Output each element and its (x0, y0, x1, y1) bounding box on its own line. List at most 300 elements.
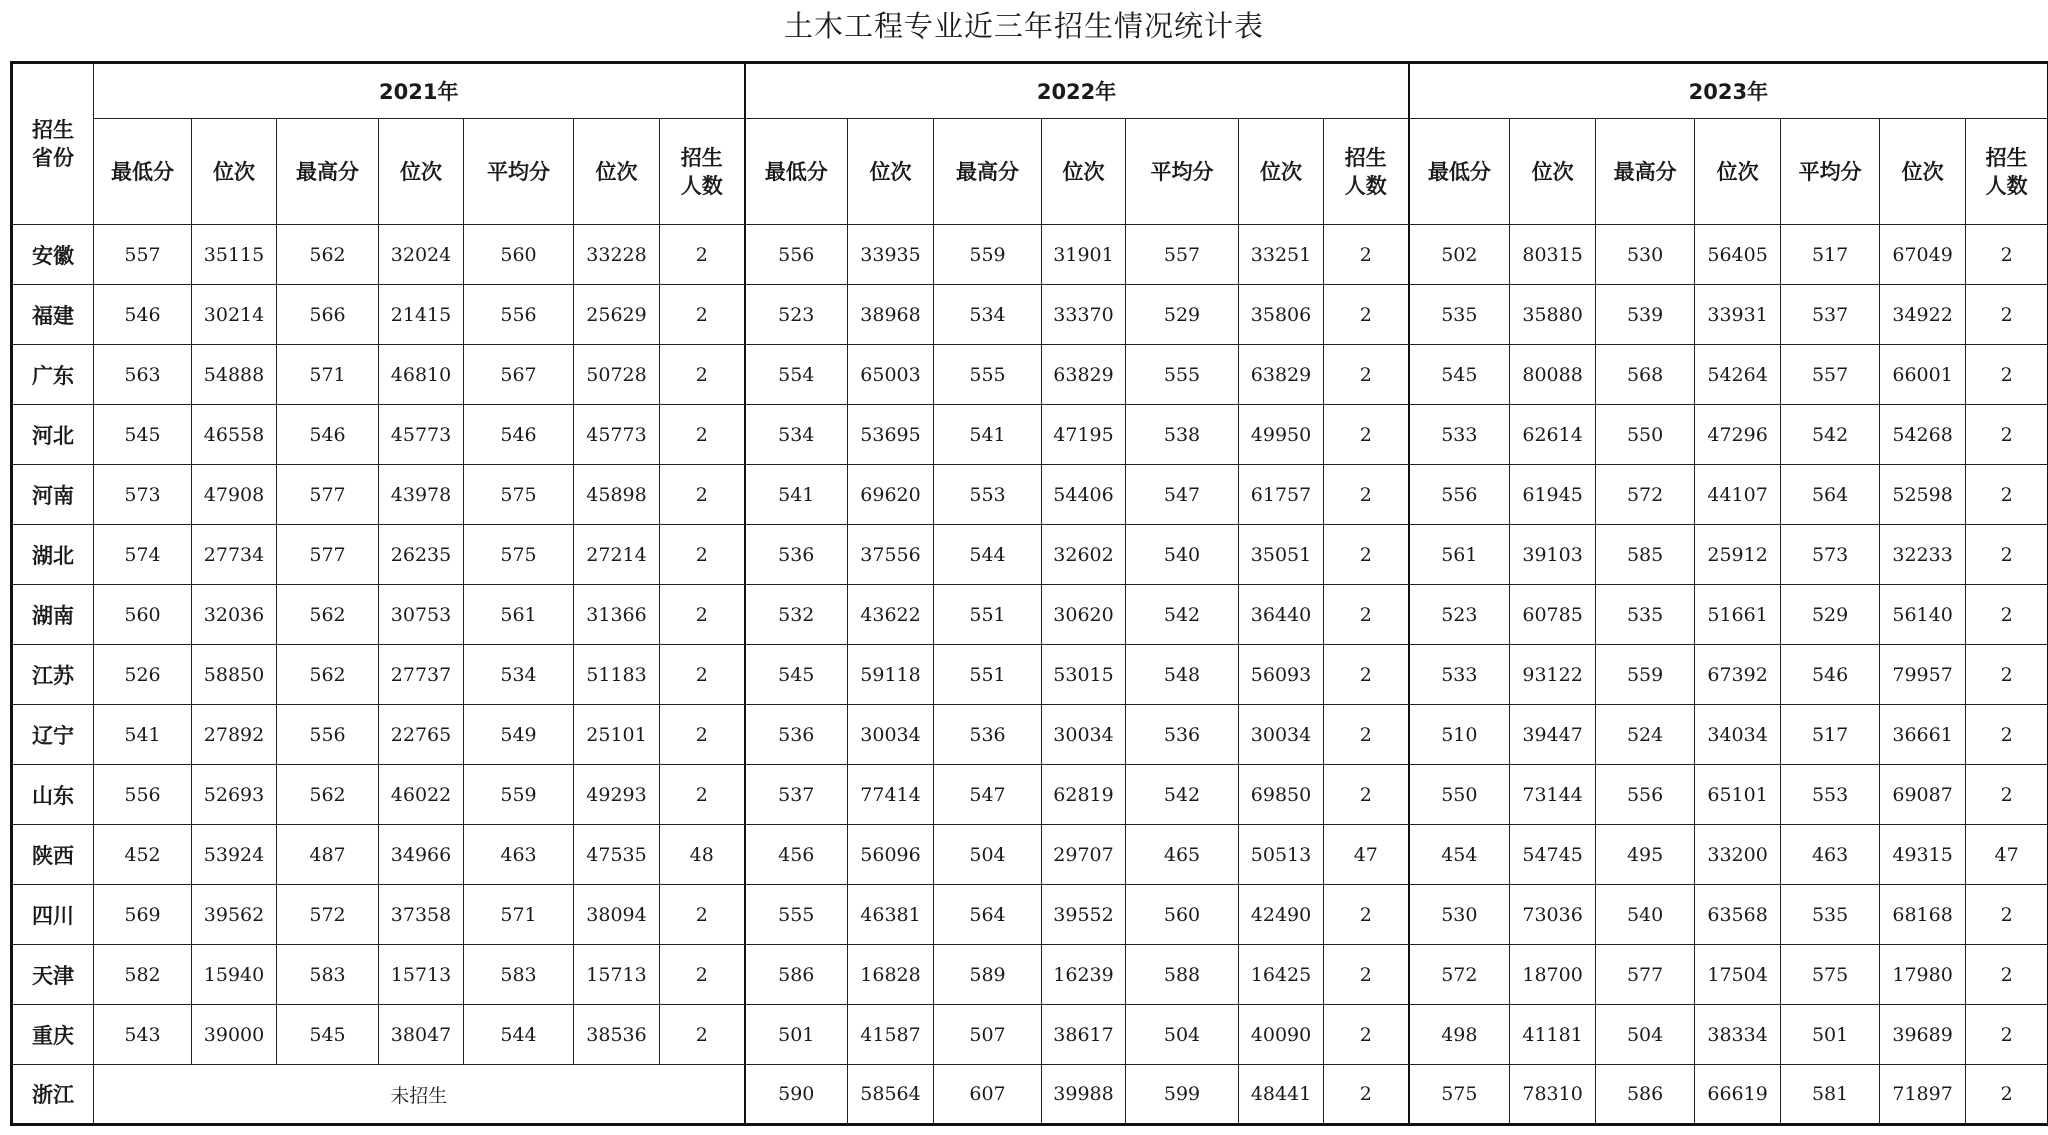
cell-avg-rank: 38094 (574, 885, 660, 945)
cell-max-score: 550 (1596, 405, 1695, 465)
column-header-min-rank: 位次 (192, 119, 277, 225)
cell-avg-rank: 49293 (574, 765, 660, 825)
table-row (12, 225, 2048, 285)
cell-min-rank: 56096 (848, 825, 934, 885)
cell-avg-score: 548 (1126, 645, 1239, 705)
cell-min-rank: 61945 (1510, 465, 1596, 525)
cell-max-rank: 15713 (379, 945, 464, 1005)
cell-avg-score: 571 (464, 885, 574, 945)
cell-max-rank: 47195 (1042, 405, 1126, 465)
cell-max-score: 577 (1596, 945, 1695, 1005)
cell-min-score: 536 (745, 525, 848, 585)
year-header-2022: 2022年 (745, 63, 1409, 119)
cell-min-score: 555 (745, 885, 848, 945)
cell-max-rank: 33370 (1042, 285, 1126, 345)
cell-enrolled-count: 2 (1324, 585, 1409, 645)
cell-max-rank: 33200 (1695, 825, 1781, 885)
cell-max-rank: 46022 (379, 765, 464, 825)
cell-max-score: 544 (934, 525, 1042, 585)
cell-max-score: 495 (1596, 825, 1695, 885)
cell-avg-rank: 38536 (574, 1005, 660, 1065)
province-header: 招生 省份 (12, 63, 94, 225)
cell-min-rank: 77414 (848, 765, 934, 825)
cell-enrolled-count: 2 (1966, 285, 2048, 345)
cell-max-rank: 30753 (379, 585, 464, 645)
cell-min-score: 534 (745, 405, 848, 465)
column-header-max-rank: 位次 (1042, 119, 1126, 225)
cell-min-score: 536 (745, 705, 848, 765)
cell-max-rank: 39552 (1042, 885, 1126, 945)
cell-min-score: 554 (745, 345, 848, 405)
cell-max-score: 504 (1596, 1005, 1695, 1065)
cell-max-rank: 43978 (379, 465, 464, 525)
cell-avg-score: 575 (464, 525, 574, 585)
cell-min-score: 560 (94, 585, 192, 645)
cell-avg-score: 463 (1781, 825, 1880, 885)
cell-avg-score: 546 (1781, 645, 1880, 705)
cell-max-rank: 38334 (1695, 1005, 1781, 1065)
cell-avg-rank: 67049 (1880, 225, 1966, 285)
cell-enrolled-count: 2 (1966, 885, 2048, 945)
province-cell: 浙江 (12, 1065, 94, 1125)
cell-max-rank: 30034 (1042, 705, 1126, 765)
cell-min-score: 523 (1409, 585, 1510, 645)
cell-avg-score: 517 (1781, 225, 1880, 285)
cell-enrolled-count: 2 (660, 465, 745, 525)
table-row (12, 525, 2048, 585)
cell-max-rank: 22765 (379, 705, 464, 765)
cell-avg-rank: 68168 (1880, 885, 1966, 945)
cell-avg-rank: 33228 (574, 225, 660, 285)
cell-avg-score: 557 (1781, 345, 1880, 405)
cell-min-rank: 53695 (848, 405, 934, 465)
cell-min-score: 545 (745, 645, 848, 705)
column-header-enrolled-count: 招生 人数 (1966, 119, 2048, 225)
cell-enrolled-count: 2 (1324, 405, 1409, 465)
cell-avg-rank: 45773 (574, 405, 660, 465)
province-cell: 湖南 (12, 585, 94, 645)
cell-max-score: 607 (934, 1065, 1042, 1125)
cell-min-rank: 43622 (848, 585, 934, 645)
cell-min-rank: 35880 (1510, 285, 1596, 345)
cell-enrolled-count: 2 (1966, 1065, 2048, 1125)
cell-max-rank: 62819 (1042, 765, 1126, 825)
cell-avg-rank: 32233 (1880, 525, 1966, 585)
cell-min-rank: 30214 (192, 285, 277, 345)
cell-avg-score: 567 (464, 345, 574, 405)
cell-avg-score: 564 (1781, 465, 1880, 525)
cell-avg-rank: 50728 (574, 345, 660, 405)
cell-max-score: 562 (277, 225, 379, 285)
cell-avg-score: 547 (1126, 465, 1239, 525)
column-header-enrolled-count: 招生 人数 (1324, 119, 1409, 225)
cell-max-score: 564 (934, 885, 1042, 945)
cell-min-rank: 37556 (848, 525, 934, 585)
cell-avg-rank: 27214 (574, 525, 660, 585)
cell-avg-score: 556 (464, 285, 574, 345)
cell-max-score: 524 (1596, 705, 1695, 765)
cell-min-score: 574 (94, 525, 192, 585)
table-row (12, 825, 2048, 885)
table-row (12, 345, 2048, 405)
cell-max-rank: 34034 (1695, 705, 1781, 765)
cell-avg-rank: 54268 (1880, 405, 1966, 465)
table-row (12, 1005, 2048, 1065)
cell-max-score: 540 (1596, 885, 1695, 945)
cell-avg-rank: 30034 (1239, 705, 1324, 765)
province-cell: 湖北 (12, 525, 94, 585)
column-header-avg-score: 平均分 (464, 119, 574, 225)
cell-avg-score: 504 (1126, 1005, 1239, 1065)
cell-max-score: 553 (934, 465, 1042, 525)
cell-enrolled-count: 2 (1324, 345, 1409, 405)
cell-enrolled-count: 2 (660, 285, 745, 345)
province-cell: 重庆 (12, 1005, 94, 1065)
cell-avg-rank: 51183 (574, 645, 660, 705)
cell-max-score: 487 (277, 825, 379, 885)
cell-max-score: 504 (934, 825, 1042, 885)
column-header-min-score: 最低分 (745, 119, 848, 225)
cell-min-rank: 39562 (192, 885, 277, 945)
cell-max-score: 555 (934, 345, 1042, 405)
cell-avg-score: 560 (1126, 885, 1239, 945)
column-header-max-score: 最高分 (934, 119, 1042, 225)
cell-min-score: 563 (94, 345, 192, 405)
cell-avg-score: 549 (464, 705, 574, 765)
cell-max-rank: 39988 (1042, 1065, 1126, 1125)
cell-avg-rank: 25101 (574, 705, 660, 765)
cell-avg-rank: 45898 (574, 465, 660, 525)
cell-min-rank: 41587 (848, 1005, 934, 1065)
province-cell: 河南 (12, 465, 94, 525)
cell-avg-rank: 71897 (1880, 1065, 1966, 1125)
province-cell: 四川 (12, 885, 94, 945)
cell-max-rank: 54264 (1695, 345, 1781, 405)
cell-min-score: 541 (94, 705, 192, 765)
cell-enrolled-count: 2 (1966, 945, 2048, 1005)
cell-avg-score: 555 (1126, 345, 1239, 405)
cell-max-score: 547 (934, 765, 1042, 825)
cell-min-rank: 52693 (192, 765, 277, 825)
cell-max-rank: 31901 (1042, 225, 1126, 285)
cell-min-score: 556 (1409, 465, 1510, 525)
cell-avg-score: 573 (1781, 525, 1880, 585)
cell-min-score: 556 (94, 765, 192, 825)
cell-avg-score: 599 (1126, 1065, 1239, 1125)
cell-avg-score: 537 (1781, 285, 1880, 345)
cell-enrolled-count: 2 (1324, 285, 1409, 345)
cell-avg-rank: 17980 (1880, 945, 1966, 1005)
province-cell: 安徽 (12, 225, 94, 285)
cell-avg-rank: 31366 (574, 585, 660, 645)
cell-avg-score: 538 (1126, 405, 1239, 465)
cell-min-rank: 39103 (1510, 525, 1596, 585)
cell-min-rank: 78310 (1510, 1065, 1596, 1125)
cell-avg-rank: 48441 (1239, 1065, 1324, 1125)
cell-min-score: 545 (1409, 345, 1510, 405)
cell-enrolled-count: 47 (1324, 825, 1409, 885)
cell-min-rank: 53924 (192, 825, 277, 885)
cell-max-score: 541 (934, 405, 1042, 465)
cell-avg-score: 542 (1126, 765, 1239, 825)
cell-enrolled-count: 2 (1324, 465, 1409, 525)
cell-enrolled-count: 2 (1324, 945, 1409, 1005)
cell-avg-rank: 63829 (1239, 345, 1324, 405)
cell-min-score: 573 (94, 465, 192, 525)
cell-max-score: 562 (277, 585, 379, 645)
cell-min-rank: 27892 (192, 705, 277, 765)
cell-min-rank: 80315 (1510, 225, 1596, 285)
cell-enrolled-count: 2 (660, 225, 745, 285)
cell-min-rank: 39447 (1510, 705, 1596, 765)
cell-avg-score: 465 (1126, 825, 1239, 885)
cell-max-score: 562 (277, 765, 379, 825)
cell-enrolled-count: 2 (1324, 1065, 1409, 1125)
enrollment-table (10, 61, 2048, 1126)
province-cell: 河北 (12, 405, 94, 465)
cell-min-score: 541 (745, 465, 848, 525)
cell-avg-rank: 15713 (574, 945, 660, 1005)
cell-min-rank: 30034 (848, 705, 934, 765)
cell-enrolled-count: 2 (1966, 225, 2048, 285)
cell-avg-score: 553 (1781, 765, 1880, 825)
cell-max-rank: 66619 (1695, 1065, 1781, 1125)
cell-max-score: 559 (934, 225, 1042, 285)
cell-min-score: 543 (94, 1005, 192, 1065)
cell-enrolled-count: 2 (660, 525, 745, 585)
province-cell: 江苏 (12, 645, 94, 705)
cell-enrolled-count: 48 (660, 825, 745, 885)
cell-max-rank: 51661 (1695, 585, 1781, 645)
cell-max-rank: 67392 (1695, 645, 1781, 705)
cell-avg-rank: 16425 (1239, 945, 1324, 1005)
column-header-row (12, 119, 2048, 225)
cell-max-score: 551 (934, 645, 1042, 705)
province-cell: 陕西 (12, 825, 94, 885)
province-cell: 天津 (12, 945, 94, 1005)
cell-enrolled-count: 2 (1966, 405, 2048, 465)
column-header-max-rank: 位次 (1695, 119, 1781, 225)
column-header-min-rank: 位次 (848, 119, 934, 225)
cell-avg-score: 535 (1781, 885, 1880, 945)
cell-max-rank: 38617 (1042, 1005, 1126, 1065)
cell-min-score: 557 (94, 225, 192, 285)
cell-avg-rank: 40090 (1239, 1005, 1324, 1065)
cell-enrolled-count: 2 (1966, 645, 2048, 705)
cell-enrolled-count: 2 (660, 345, 745, 405)
cell-avg-score: 517 (1781, 705, 1880, 765)
cell-max-rank: 29707 (1042, 825, 1126, 885)
cell-max-score: 566 (277, 285, 379, 345)
cell-min-rank: 27734 (192, 525, 277, 585)
cell-avg-score: 463 (464, 825, 574, 885)
cell-avg-rank: 35051 (1239, 525, 1324, 585)
cell-avg-score: 546 (464, 405, 574, 465)
cell-min-score: 535 (1409, 285, 1510, 345)
cell-enrolled-count: 2 (660, 945, 745, 1005)
column-header-max-score: 最高分 (1596, 119, 1695, 225)
cell-avg-rank: 42490 (1239, 885, 1324, 945)
cell-min-score: 546 (94, 285, 192, 345)
cell-max-score: 571 (277, 345, 379, 405)
cell-max-score: 507 (934, 1005, 1042, 1065)
table-row (12, 765, 2048, 825)
cell-max-score: 572 (1596, 465, 1695, 525)
cell-enrolled-count: 2 (1324, 525, 1409, 585)
cell-min-score: 498 (1409, 1005, 1510, 1065)
column-header-max-score: 最高分 (277, 119, 379, 225)
cell-avg-rank: 36661 (1880, 705, 1966, 765)
cell-enrolled-count: 2 (1324, 645, 1409, 705)
cell-min-rank: 60785 (1510, 585, 1596, 645)
cell-avg-score: 557 (1126, 225, 1239, 285)
cell-max-score: 545 (277, 1005, 379, 1065)
cell-avg-rank: 66001 (1880, 345, 1966, 405)
cell-max-score: 535 (1596, 585, 1695, 645)
cell-enrolled-count: 2 (660, 645, 745, 705)
cell-min-score: 561 (1409, 525, 1510, 585)
cell-avg-rank: 39689 (1880, 1005, 1966, 1065)
cell-min-score: 526 (94, 645, 192, 705)
cell-avg-rank: 69850 (1239, 765, 1324, 825)
cell-avg-score: 542 (1126, 585, 1239, 645)
column-header-max-rank: 位次 (379, 119, 464, 225)
cell-avg-score: 559 (464, 765, 574, 825)
year-header-2021: 2021年 (94, 63, 745, 119)
cell-min-score: 533 (1409, 645, 1510, 705)
no-enrollment-note: 未招生 (94, 1065, 745, 1125)
cell-enrolled-count: 2 (660, 405, 745, 465)
cell-max-rank: 47296 (1695, 405, 1781, 465)
cell-min-score: 456 (745, 825, 848, 885)
cell-enrolled-count: 2 (660, 705, 745, 765)
cell-min-rank: 18700 (1510, 945, 1596, 1005)
cell-avg-score: 588 (1126, 945, 1239, 1005)
column-header-min-rank: 位次 (1510, 119, 1596, 225)
cell-min-score: 545 (94, 405, 192, 465)
cell-avg-score: 583 (464, 945, 574, 1005)
column-header-min-score: 最低分 (1409, 119, 1510, 225)
cell-min-rank: 93122 (1510, 645, 1596, 705)
cell-enrolled-count: 2 (1966, 1005, 2048, 1065)
province-cell: 山东 (12, 765, 94, 825)
cell-max-rank: 30620 (1042, 585, 1126, 645)
table-row (12, 405, 2048, 465)
cell-max-score: 589 (934, 945, 1042, 1005)
cell-max-rank: 33931 (1695, 285, 1781, 345)
cell-max-score: 539 (1596, 285, 1695, 345)
year-header-row (12, 63, 2048, 119)
cell-min-score: 530 (1409, 885, 1510, 945)
cell-max-score: 551 (934, 585, 1042, 645)
cell-min-score: 582 (94, 945, 192, 1005)
cell-max-rank: 45773 (379, 405, 464, 465)
cell-min-score: 572 (1409, 945, 1510, 1005)
cell-min-score: 575 (1409, 1065, 1510, 1125)
cell-max-score: 577 (277, 525, 379, 585)
cell-avg-rank: 33251 (1239, 225, 1324, 285)
year-header-2023: 2023年 (1409, 63, 2048, 119)
cell-max-rank: 27737 (379, 645, 464, 705)
cell-max-rank: 63829 (1042, 345, 1126, 405)
cell-max-score: 562 (277, 645, 379, 705)
cell-min-score: 537 (745, 765, 848, 825)
cell-min-rank: 35115 (192, 225, 277, 285)
cell-max-rank: 32024 (379, 225, 464, 285)
cell-min-rank: 80088 (1510, 345, 1596, 405)
cell-enrolled-count: 2 (660, 585, 745, 645)
cell-avg-score: 542 (1781, 405, 1880, 465)
cell-avg-score: 501 (1781, 1005, 1880, 1065)
cell-max-rank: 53015 (1042, 645, 1126, 705)
cell-avg-rank: 79957 (1880, 645, 1966, 705)
cell-enrolled-count: 2 (1324, 1005, 1409, 1065)
cell-enrolled-count: 47 (1966, 825, 2048, 885)
cell-min-rank: 47908 (192, 465, 277, 525)
cell-max-score: 546 (277, 405, 379, 465)
cell-min-rank: 65003 (848, 345, 934, 405)
cell-min-score: 569 (94, 885, 192, 945)
province-cell: 福建 (12, 285, 94, 345)
cell-min-rank: 38968 (848, 285, 934, 345)
cell-min-score: 532 (745, 585, 848, 645)
cell-avg-rank: 35806 (1239, 285, 1324, 345)
cell-min-score: 523 (745, 285, 848, 345)
cell-max-rank: 63568 (1695, 885, 1781, 945)
cell-avg-rank: 56093 (1239, 645, 1324, 705)
cell-min-rank: 69620 (848, 465, 934, 525)
cell-max-rank: 16239 (1042, 945, 1126, 1005)
cell-max-rank: 46810 (379, 345, 464, 405)
cell-max-rank: 38047 (379, 1005, 464, 1065)
cell-max-score: 534 (934, 285, 1042, 345)
cell-avg-rank: 47535 (574, 825, 660, 885)
table-row (12, 465, 2048, 525)
column-header-avg-rank: 位次 (1880, 119, 1966, 225)
cell-min-rank: 32036 (192, 585, 277, 645)
cell-min-score: 510 (1409, 705, 1510, 765)
cell-max-score: 559 (1596, 645, 1695, 705)
column-header-avg-rank: 位次 (1239, 119, 1324, 225)
cell-avg-score: 536 (1126, 705, 1239, 765)
cell-enrolled-count: 2 (1324, 225, 1409, 285)
cell-enrolled-count: 2 (1966, 525, 2048, 585)
cell-max-score: 556 (277, 705, 379, 765)
cell-max-score: 536 (934, 705, 1042, 765)
table-row (12, 705, 2048, 765)
cell-avg-rank: 69087 (1880, 765, 1966, 825)
cell-min-rank: 59118 (848, 645, 934, 705)
cell-max-score: 530 (1596, 225, 1695, 285)
cell-min-rank: 39000 (192, 1005, 277, 1065)
cell-max-rank: 44107 (1695, 465, 1781, 525)
table-row (12, 1065, 2048, 1125)
column-header-avg-rank: 位次 (574, 119, 660, 225)
cell-enrolled-count: 2 (660, 1005, 745, 1065)
cell-max-score: 583 (277, 945, 379, 1005)
cell-avg-rank: 61757 (1239, 465, 1324, 525)
cell-min-rank: 46381 (848, 885, 934, 945)
cell-avg-rank: 52598 (1880, 465, 1966, 525)
cell-avg-score: 575 (464, 465, 574, 525)
cell-avg-score: 529 (1126, 285, 1239, 345)
cell-avg-rank: 56140 (1880, 585, 1966, 645)
table-body (12, 225, 2048, 1125)
cell-max-rank: 56405 (1695, 225, 1781, 285)
cell-min-rank: 73144 (1510, 765, 1596, 825)
cell-max-rank: 21415 (379, 285, 464, 345)
table-row (12, 285, 2048, 345)
